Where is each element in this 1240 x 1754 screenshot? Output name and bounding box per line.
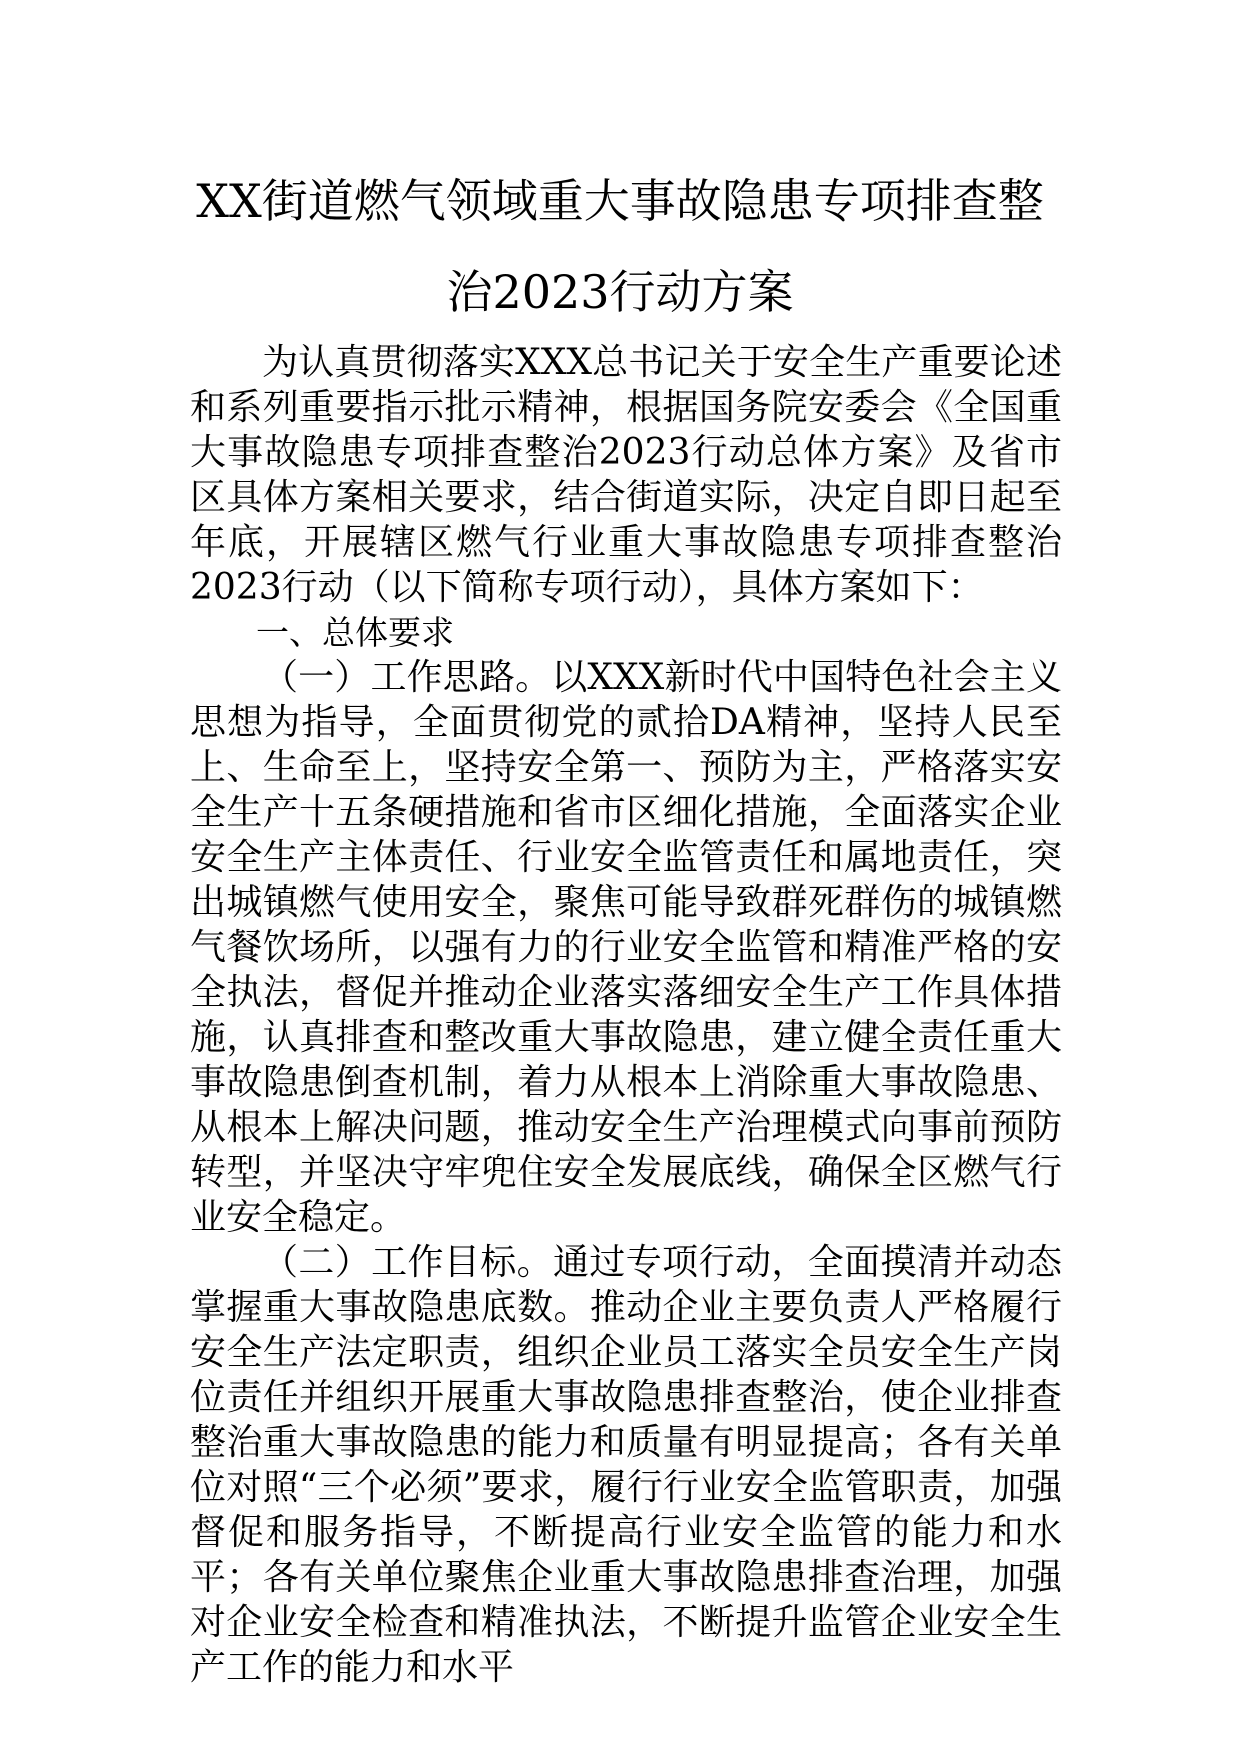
section-heading: 一、总体要求 [256, 613, 454, 652]
document-title-line-2: 治2023行动方案 [446, 265, 794, 319]
document-title-line-1: XX街道燃气领域重大事故隐患专项排查整 [196, 174, 1044, 228]
work-goal-paragraph: （二）工作目标。通过专项行动，全面摸清并动态掌握重大事故隐患底数。推动企业主要负责人严格履行安全生产法定职责，组织企业员工落实全员安全生产岗位责任并组织开展重大事故隐患排查整治，使企业排查整治重大事故隐患的能力和质量有明显提高；各有关单位对照“三个必须”要求，履行行业安全监管职责，加强督促和服务指导，不断提高行业安全监管的能力和水平；各有关单位聚焦企业重大事故隐患排查治理，加强对企业安全检查和精准执法，不断提升监管企业安全生产工作的能力和水平 [190, 1242, 1062, 1688]
document-body [190, 340, 1062, 1690]
work-approach-paragraph: （一）工作思路。以XXX新时代中国特色社会主义思想为指导，全面贯彻党的贰拾DA精神，坚持人民至上、生命至上，坚持安全第一、预防为主，严格落实安全生产十五条硬措施和省市区细化措施，全面落实企业安全生产主体责任、行业安全监管责任和属地责任，突出城镇燃气使用安全，聚焦可能导致群死群伤的城镇燃气餐饮场所，以强有力的行业安全监管和精准严格的安全执法，督促并推动企业落实落细安全生产工作具体措施，认真排查和整改重大事故隐患，建立健全责任重大事故隐患倒查机制，着力从根本上消除重大事故隐患、从根本上解决问题，推动安全生产治理模式向事前预防转型，并坚决守牢兜住安全发展底线，确保全区燃气行业安全稳定。 [190, 657, 1062, 1238]
intro-paragraph: 为认真贯彻落实XXX总书记关于安全生产重要论述和系列重要指示批示精神，根据国务院安委会《全国重大事故隐患专项排查整治2023行动总体方案》及省市区具体方案相关要求，结合街道实际，决定自即日起至年底，开展辖区燃气行业重大事故隐患专项排查整治2023行动（以下简称专项行动），具体方案如下： [190, 342, 1062, 608]
